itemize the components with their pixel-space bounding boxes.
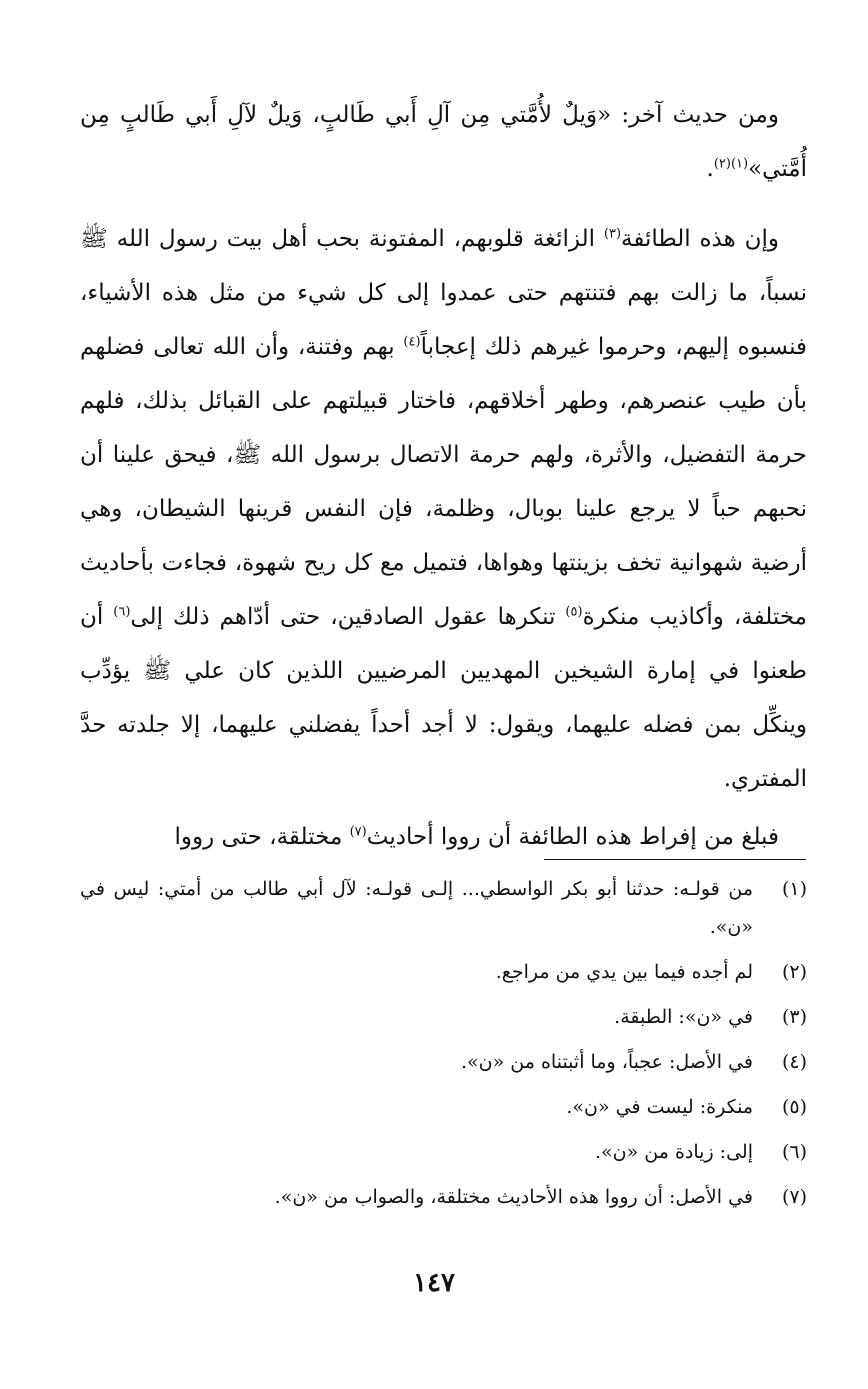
footnote-number: (٣) xyxy=(781,1006,807,1028)
paragraph-text: فبلغ من إفراط هذه الطائفة أن رووا أحاديث xyxy=(366,824,779,850)
footnote-item xyxy=(80,1088,807,1126)
footnote-text: من قولـه: حدثنا أبو بكر الواسطي... إلـى قولـه: لآل أبي طالب من أمتي: ليس في «ن». xyxy=(80,878,753,938)
footnote-text: لم أجده فيما بين يدي من مراجع. xyxy=(495,961,753,983)
footnote-number: (٥) xyxy=(781,1096,807,1118)
paragraph-text: تنكرها عقول الصادقين، حتى أدّاهم ذلك إلى xyxy=(130,604,566,630)
footnote-item xyxy=(80,953,807,991)
footnote-number: (٦) xyxy=(781,1141,807,1163)
paragraph-text: بهم وفتنة، وأن الله تعالى فضلهم بأن طيب عنصرهم، وطهر أخلاقهم، فاختار قبيلتهم على القبائل بذلك، فلهم حرمة التفضيل، والأثرة، ولهم حرمة الاتصال برسول الله ﷺ، فيحق علينا أن نحبهم حباً لا يرجع علينا بوبال، وظلمة، فإن النفس قرينها الشيطان، وهي أرضية شهوانية تخف بزينتها وهواها، فتميل مع كل ريح شهوة، فجاءت بأحاديث مختلفة، وأكاذيب منكرة xyxy=(80,334,807,630)
footnote-item xyxy=(80,998,807,1036)
footnote-item xyxy=(80,1178,807,1216)
footnote-ref: (٣) xyxy=(603,226,622,242)
paragraph-text: مختلقة، حتى رووا xyxy=(174,824,350,850)
paragraph-text: الزائغة قلوبهم، المفتونة بحب أهل بيت رسول الله ﷺ نسباً، ما زالت بهم فتنتهم حتى عمدوا إلى كل شيء من مثل هذه الأشياء، فنسبوه إليهم، وحرموا غيرهم ذلك إعجاباً xyxy=(80,226,808,360)
footnote-item xyxy=(80,1043,807,1081)
footnotes-list xyxy=(80,870,807,1223)
footnote-text: إلى: زيادة من «ن». xyxy=(595,1141,753,1163)
footnote-item xyxy=(80,870,807,946)
footnote-ref: (٦) xyxy=(113,604,131,620)
paragraph-end: . xyxy=(706,156,714,182)
footnote-number: (٤) xyxy=(781,1051,807,1073)
footnote-ref: (٥) xyxy=(565,604,583,620)
footnote-ref: (٧) xyxy=(349,824,367,840)
page-number: ١٤٧ xyxy=(413,1268,455,1298)
paragraph-hadith xyxy=(80,88,807,196)
footnote-number: (٧) xyxy=(781,1186,807,1208)
paragraph-text: أن طعنوا في إمارة الشيخين المهديين المرضيين اللذين كان علي ﷺ يؤدِّب وينكِّل بمن فضله عليهما، ويقول: لا أجد أحداً يفضلني عليهما، إلا جلدته حدَّ المفتري. xyxy=(80,604,807,792)
footnote-ref: (٤) xyxy=(403,334,421,350)
footnote-text: منكرة: ليست في «ن». xyxy=(566,1096,753,1118)
paragraph-text: ومن حديث آخر: «وَيلٌ لأُمَّتي مِن آلِ أَبي طَالبٍ، وَيلٌ لآلِ أَبي طَالبٍ مِن أُمَّتي» xyxy=(80,102,807,182)
footnote-text: في الأصل: أن رووا هذه الأحاديث مختلقة، والصواب من «ن». xyxy=(274,1186,753,1208)
paragraph-continued xyxy=(80,810,807,864)
footnote-number: (٢) xyxy=(781,961,807,983)
footnote-item xyxy=(80,1133,807,1171)
paragraph-text: وإن هذه الطائفة xyxy=(621,226,779,252)
footnote-number: (١) xyxy=(781,878,807,900)
page-body xyxy=(80,88,807,864)
paragraph-main xyxy=(80,212,807,806)
footnote-text: في الأصل: عجباً، وما أثبتناه من «ن». xyxy=(461,1051,753,1073)
footnote-separator xyxy=(544,859,806,860)
footnote-ref: (١)(٢) xyxy=(713,156,749,172)
footnote-text: في «ن»: الطبقة. xyxy=(614,1006,753,1028)
